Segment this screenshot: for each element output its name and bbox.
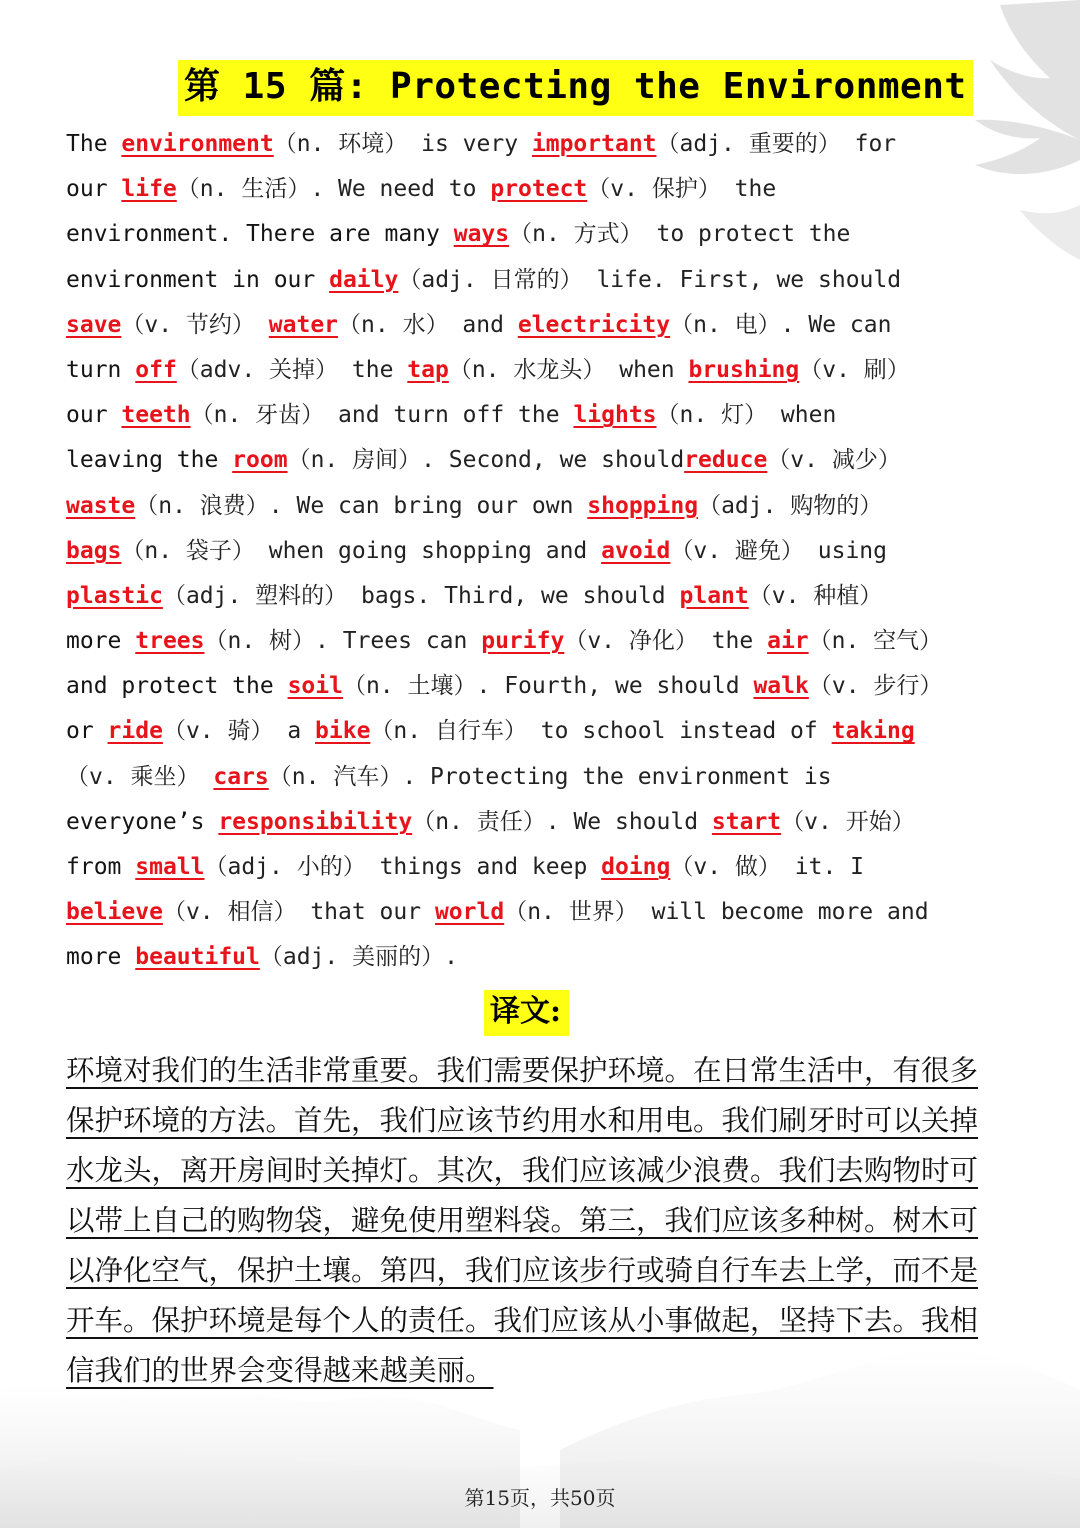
vocab-keyword: taking: [831, 718, 915, 745]
page-title: 第 15 篇: Protecting the Environment: [178, 60, 973, 116]
vocab-gloss-text: （n. 电）. We can: [670, 311, 892, 338]
vocab-keyword: electricity: [517, 311, 671, 338]
passage-text: turn: [66, 356, 136, 383]
vocab-gloss-text: （n. 环境） is very: [273, 131, 532, 157]
vocab-keyword: purify: [481, 628, 565, 655]
translation-text: 保护环境的方法。首先，我们应该节约用水和用电。我们刷牙时可以关掉: [66, 1104, 979, 1137]
vocab-gloss-text: （n. 责任）. We should: [412, 808, 712, 835]
vocab-keyword: bike: [315, 718, 371, 745]
translation-line: [66, 1046, 1026, 1096]
vocab-keyword: ways: [453, 221, 510, 248]
passage-line: [66, 574, 1036, 619]
vocab-gloss-text: （n. 房间）. Second, we should: [287, 447, 685, 474]
vocab-keyword: protect: [490, 176, 588, 203]
vocab-gloss-text: （adj. 小的） things and keep: [204, 854, 602, 880]
vocab-keyword: cars: [213, 763, 269, 790]
passage-text: leaving the: [66, 447, 233, 474]
vocab-keyword: waste: [66, 492, 136, 519]
passage-line: [66, 122, 1036, 167]
vocab-keyword: small: [135, 854, 205, 880]
vocab-gloss-text: （v. 避免） using: [670, 537, 887, 564]
passage-line: [66, 755, 1036, 800]
vocab-gloss-text: （v. 种植）: [748, 582, 883, 609]
vocab-keyword: air: [767, 628, 809, 655]
passage-line: [66, 348, 1036, 393]
passage-text: our: [66, 402, 122, 429]
vocab-keyword: plastic: [66, 582, 163, 609]
passage-line: [66, 258, 1036, 303]
vocab-gloss-text: （adj. 塑料的） bags. Third, we should: [162, 582, 680, 609]
vocab-keyword: soil: [287, 673, 343, 700]
translation-text: 水龙头，离开房间时关掉灯。其次，我们应该减少浪费。我们去购物时可: [66, 1154, 979, 1187]
vocab-keyword: save: [66, 311, 122, 338]
vocab-gloss-text: （v. 刷）: [799, 356, 910, 383]
passage-line: [66, 845, 1036, 890]
vocab-gloss-text: （n. 水） and: [338, 311, 518, 338]
english-passage: [66, 122, 1036, 981]
translation-text: 以净化空气，保护土壤。第四，我们应该步行或骑自行车去上学，而不是: [66, 1254, 979, 1287]
translation-text: 以带上自己的购物袋，避免使用塑料袋。第三，我们应该多种树。树木可: [66, 1204, 979, 1237]
passage-line: [66, 935, 1036, 980]
vocab-keyword: beautiful: [135, 944, 260, 971]
vocab-keyword: bags: [66, 537, 122, 564]
passage-text: environment. There are many: [66, 221, 454, 248]
vocab-gloss-text: （n. 牙齿） and turn off the: [190, 402, 574, 429]
vocab-keyword: avoid: [601, 537, 671, 564]
passage-text: our: [66, 176, 122, 203]
vocab-keyword: teeth: [121, 402, 191, 429]
vocab-gloss-text: （v. 做） it. I: [670, 854, 865, 880]
passage-line: [66, 709, 1036, 754]
passage-text: environment in our: [66, 266, 330, 293]
chinese-translation: [66, 1046, 1026, 1396]
vocab-gloss-text: （n. 袋子） when going shopping and: [121, 537, 602, 564]
vocab-gloss-text: （adv. 关掉） the: [176, 356, 408, 383]
passage-text: from: [66, 854, 136, 880]
passage-line: [66, 438, 1036, 483]
passage-line: [66, 212, 1036, 257]
vocab-gloss-text: （adj. 美丽的）.: [259, 944, 458, 971]
translation-heading: 译文:: [484, 990, 569, 1036]
vocab-gloss-text: （n. 方式） to protect the: [509, 221, 851, 248]
translation-line: [66, 1296, 1026, 1346]
vocab-keyword: brushing: [688, 356, 800, 383]
passage-line: [66, 529, 1036, 574]
vocab-keyword: off: [135, 356, 177, 383]
vocab-gloss-text: （n. 水龙头） when: [448, 356, 689, 383]
vocab-keyword: walk: [753, 673, 809, 700]
passage-text: or: [66, 718, 108, 745]
page-footer: 第15页，共50页: [464, 1486, 616, 1510]
vocab-keyword: world: [434, 899, 505, 926]
translation-text: 环境对我们的生活非常重要。我们需要保护环境。在日常生活中，有很多: [66, 1054, 979, 1087]
passage-text: everyone’s: [66, 808, 219, 835]
vocab-gloss-text: （v. 开始）: [781, 808, 915, 835]
vocab-gloss-text: （v. 乘坐）: [66, 763, 214, 790]
passage-text: and protect the: [66, 673, 288, 700]
translation-text: 信我们的世界会变得越来越美丽。: [66, 1354, 494, 1387]
vocab-keyword: responsibility: [218, 808, 413, 835]
vocab-keyword: reduce: [684, 447, 768, 474]
vocab-gloss-text: （n. 世界） will become more and: [504, 899, 929, 926]
vocab-keyword: start: [711, 808, 782, 835]
vocab-keyword: plant: [679, 582, 749, 609]
vocab-keyword: tap: [407, 356, 449, 383]
passage-text: The: [66, 131, 122, 157]
vocab-keyword: doing: [601, 854, 671, 880]
passage-line: [66, 167, 1036, 212]
vocab-keyword: life: [121, 176, 177, 203]
vocab-keyword: environment: [121, 131, 274, 157]
passage-line: [66, 619, 1036, 664]
vocab-keyword: lights: [573, 402, 657, 429]
vocab-gloss-text: （v. 步行）: [808, 673, 943, 700]
vocab-keyword: ride: [107, 718, 163, 745]
vocab-gloss-text: （n. 灯） when: [656, 402, 837, 429]
passage-text: more: [66, 944, 136, 971]
vocab-gloss-text: （adj. 购物的）: [698, 492, 883, 519]
vocab-gloss-text: （v. 骑） a: [162, 718, 316, 745]
vocab-keyword: room: [232, 447, 288, 474]
vocab-gloss-text: （v. 节约）: [121, 311, 269, 338]
vocab-gloss-text: （adj. 重要的） for: [656, 131, 897, 157]
vocab-gloss-text: （n. 土壤）. Fourth, we should: [342, 673, 754, 700]
passage-line: [66, 303, 1036, 348]
vocab-gloss-text: （n. 空气）: [808, 628, 943, 655]
vocab-keyword: believe: [66, 899, 163, 926]
vocab-gloss-text: （n. 生活）. We need to: [176, 176, 491, 203]
passage-line: [66, 664, 1036, 709]
translation-line: [66, 1196, 1026, 1246]
translation-line: [66, 1346, 1026, 1396]
vocab-keyword: daily: [329, 266, 399, 293]
vocab-gloss-text: （n. 自行车） to school instead of: [370, 718, 832, 745]
vocab-gloss-text: （v. 保护） the: [587, 176, 777, 203]
translation-line: [66, 1246, 1026, 1296]
vocab-keyword: shopping: [587, 492, 699, 519]
passage-line: [66, 890, 1036, 935]
vocab-keyword: important: [531, 131, 657, 157]
passage-text: more: [66, 628, 136, 655]
vocab-gloss-text: （v. 减少）: [767, 447, 901, 474]
translation-line: [66, 1096, 1026, 1146]
vocab-gloss-text: （n. 浪费）. We can bring our own: [135, 492, 588, 519]
passage-line: [66, 484, 1036, 529]
vocab-gloss-text: （n. 树）. Trees can: [204, 628, 482, 655]
vocab-gloss-text: （adj. 日常的） life. First, we should: [398, 266, 902, 293]
vocab-gloss-text: （v. 相信） that our: [162, 899, 435, 926]
passage-line: [66, 800, 1036, 845]
vocab-gloss-text: （n. 汽车）. Protecting the environment is: [268, 763, 832, 790]
vocab-gloss-text: （v. 净化） the: [564, 628, 768, 655]
passage-line: [66, 393, 1036, 438]
translation-line: [66, 1146, 1026, 1196]
vocab-keyword: water: [268, 311, 339, 338]
translation-text: 开车。保护环境是每个人的责任。我们应该从小事做起，坚持下去。我相: [66, 1304, 979, 1337]
vocab-keyword: trees: [135, 628, 205, 655]
